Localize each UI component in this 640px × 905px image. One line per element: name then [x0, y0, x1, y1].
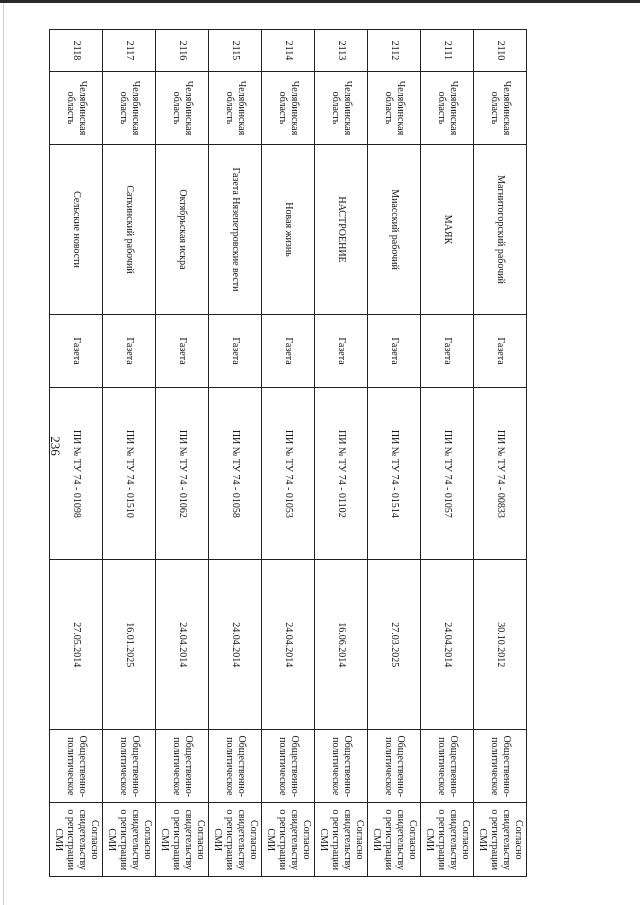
- row-number: 2114: [262, 30, 315, 72]
- row-number: 2116: [156, 30, 209, 72]
- region-cell: Челябинская область: [368, 71, 421, 144]
- registration-date-cell: 27.03.2025: [368, 560, 421, 730]
- basis-cell: Согласно свидетельству о регистрации СМИ: [474, 803, 527, 877]
- media-kind-cell: Газета: [474, 314, 527, 387]
- media-title-cell: Октябрьская искра: [156, 145, 209, 315]
- basis-cell: Согласно свидетельству о регистрации СМИ: [368, 803, 421, 877]
- media-kind-cell: Газета: [421, 314, 474, 387]
- topic-cell: Общественно-политическое: [368, 730, 421, 803]
- row-number: 2112: [368, 30, 421, 72]
- table-row: [262, 30, 315, 877]
- table-row: [474, 30, 527, 877]
- region-cell: Челябинская область: [474, 71, 527, 144]
- media-kind-cell: Газета: [50, 314, 103, 387]
- topic-cell: Общественно-политическое: [156, 730, 209, 803]
- registry-table-rotated: [53, 29, 527, 877]
- basis-cell: Согласно свидетельству о регистрации СМИ: [103, 803, 156, 877]
- media-kind-cell: Газета: [368, 314, 421, 387]
- media-kind-cell: Газета: [156, 314, 209, 387]
- table-row: [103, 30, 156, 877]
- registration-number-cell: ПИ № ТУ 74 - 01057: [421, 388, 474, 560]
- page-number: 236: [48, 436, 63, 456]
- region-cell: Челябинская область: [262, 71, 315, 144]
- basis-cell: Согласно свидетельству о регистрации СМИ: [262, 803, 315, 877]
- registration-number-cell: ПИ № ТУ 74 - 01053: [262, 388, 315, 560]
- topic-cell: Общественно-политическое: [262, 730, 315, 803]
- basis-cell: Согласно свидетельству о регистрации СМИ: [315, 803, 368, 877]
- registration-number-cell: ПИ № ТУ 74 - 01098: [50, 388, 103, 560]
- topic-cell: Общественно-политическое: [315, 730, 368, 803]
- region-cell: Челябинская область: [315, 71, 368, 144]
- table-row: [209, 30, 262, 877]
- media-kind-cell: Газета: [209, 314, 262, 387]
- row-number: 2110: [474, 30, 527, 72]
- registration-date-cell: 24.04.2014: [156, 560, 209, 730]
- registration-number-cell: ПИ № ТУ 74 - 01102: [315, 388, 368, 560]
- row-number: 2115: [209, 30, 262, 72]
- row-number: 2118: [50, 30, 103, 72]
- topic-cell: Общественно-политическое: [50, 730, 103, 803]
- page-edge-line: [3, 3, 4, 905]
- region-cell: Челябинская область: [50, 71, 103, 144]
- region-cell: Челябинская область: [209, 71, 262, 144]
- row-number: 2117: [103, 30, 156, 72]
- media-title-cell: Магнитогорский рабочий: [474, 145, 527, 315]
- media-title-cell: Сельские новости: [50, 145, 103, 315]
- region-cell: Челябинская область: [421, 71, 474, 144]
- media-title-cell: МАЯК: [421, 145, 474, 315]
- basis-cell: Согласно свидетельству о регистрации СМИ: [209, 803, 262, 877]
- media-title-cell: Газета Нязепетровские вести: [209, 145, 262, 315]
- registration-date-cell: 27.05.2014: [50, 560, 103, 730]
- registration-number-cell: ПИ № ТУ 74 - 00833: [474, 388, 527, 560]
- topic-cell: Общественно-политическое: [209, 730, 262, 803]
- topic-cell: Общественно-политическое: [421, 730, 474, 803]
- media-title-cell: НАСТРОЕНИЕ: [315, 145, 368, 315]
- media-title-cell: Новая жизнь: [262, 145, 315, 315]
- registration-date-cell: 30.10.2012: [474, 560, 527, 730]
- table-row: [368, 30, 421, 877]
- top-border-line: [0, 0, 640, 3]
- registration-number-cell: ПИ № ТУ 74 - 01062: [156, 388, 209, 560]
- basis-cell: Согласно свидетельству о регистрации СМИ: [156, 803, 209, 877]
- row-number: 2113: [315, 30, 368, 72]
- media-kind-cell: Газета: [315, 314, 368, 387]
- media-title-cell: Миасский рабочий: [368, 145, 421, 315]
- topic-cell: Общественно-политическое: [474, 730, 527, 803]
- table-row: [156, 30, 209, 877]
- registration-date-cell: 24.04.2014: [421, 560, 474, 730]
- registration-date-cell: 16.06.2014: [315, 560, 368, 730]
- media-kind-cell: Газета: [103, 314, 156, 387]
- media-registry-table: [49, 29, 527, 877]
- media-title-cell: Саткинский рабочий: [103, 145, 156, 315]
- basis-cell: Согласно свидетельству о регистрации СМИ: [50, 803, 103, 877]
- table-row: [315, 30, 368, 877]
- row-number: 2111: [421, 30, 474, 72]
- basis-cell: Согласно свидетельству о регистрации СМИ: [421, 803, 474, 877]
- region-cell: Челябинская область: [103, 71, 156, 144]
- media-kind-cell: Газета: [262, 314, 315, 387]
- table-row: [421, 30, 474, 877]
- table-row: [50, 30, 103, 877]
- registration-date-cell: 24.04.2014: [262, 560, 315, 730]
- registration-number-cell: ПИ № ТУ 74 - 01514: [368, 388, 421, 560]
- table-body: [50, 30, 527, 877]
- registration-date-cell: 16.01.2025: [103, 560, 156, 730]
- topic-cell: Общественно-политическое: [103, 730, 156, 803]
- region-cell: Челябинская область: [156, 71, 209, 144]
- registration-date-cell: 24.04.2014: [209, 560, 262, 730]
- registration-number-cell: ПИ № ТУ 74 - 01510: [103, 388, 156, 560]
- registration-number-cell: ПИ № ТУ 74 - 01058: [209, 388, 262, 560]
